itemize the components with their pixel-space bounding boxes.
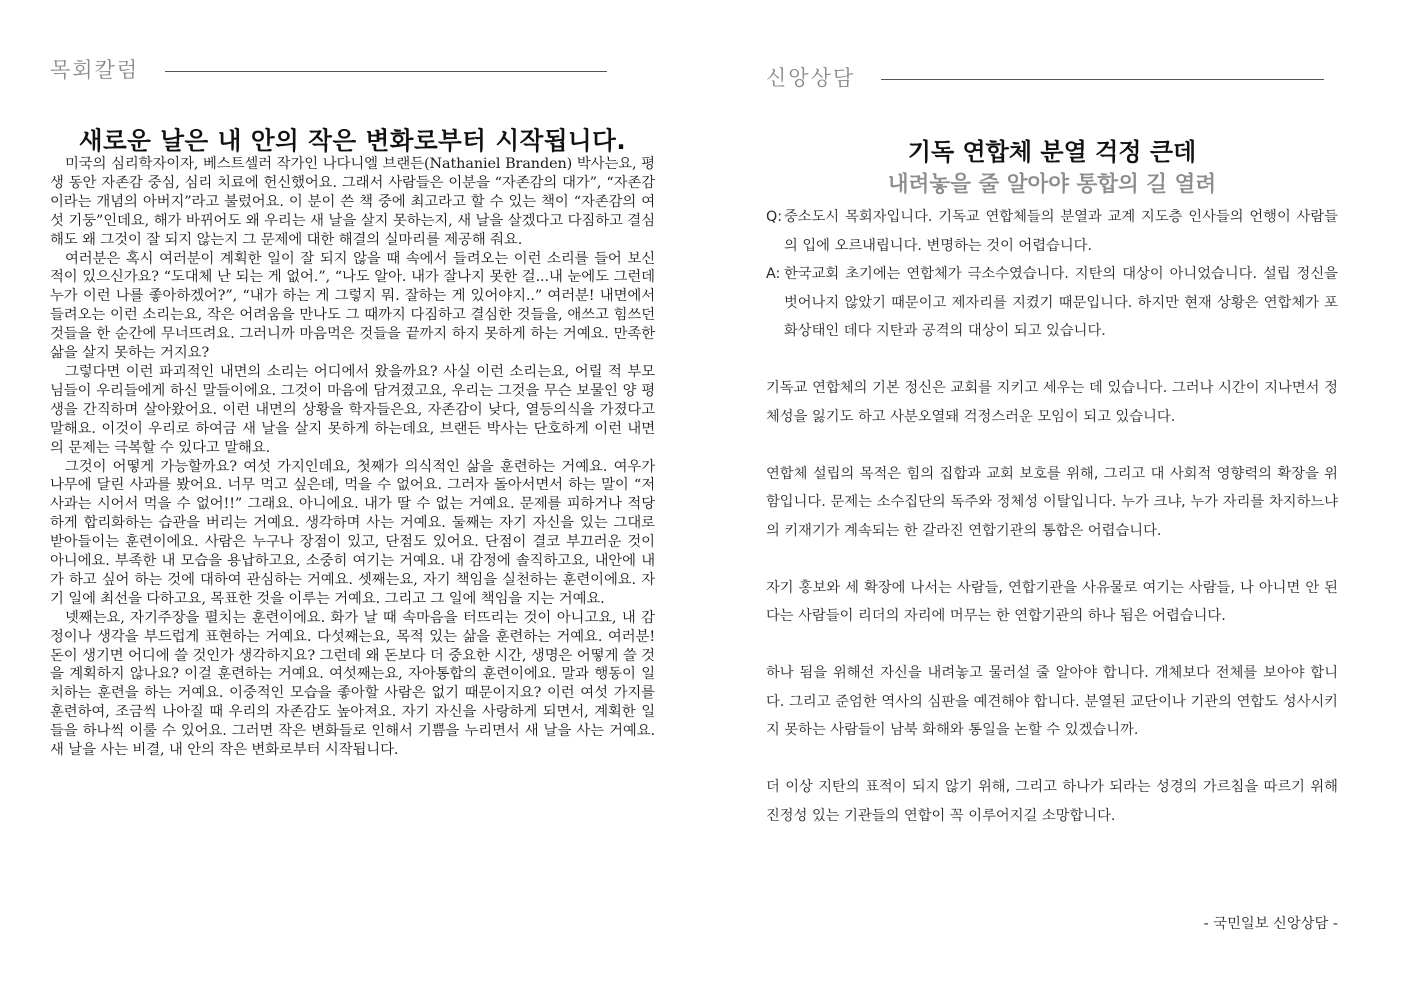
column-paragraph: 넷째는요, 자기주장을 펼치는 훈련이에요. 화가 날 때 속마음을 터뜨리는 것이 아니고요, 내 감정이나 생각을 부드럽게 표현하는 거예요. 다섯째는요, 목적 있는 삶을 훈련하는 거예요. 여러분! 돈이 생기면 어디에 쓸 것인가 생각하지요? 그런데 왜 돈보다 더 중요한 시간, 생명은 어떻게 쓸 것을 계획하지 않나요? 이걸 훈련하는 거예요. 여섯째는요, 자아통합의 훈련이에요. 말과 행동이 일치하는 훈련을 하는 거예요. 이중적인 모습을 좋아할 사람은 없기 때문이지요? 이런 여섯 가지를 훈련하여, 조금씩 나아질 때 우리의 자존감도 높아져요. 자기 자신을 사랑하게 되면서, 계획한 일들을 하나씩 이룰 수 있어요. 그러면 작은 변화들로 인해서 기쁨을 누리면서 새 날을 사는 거예요. 새 날을 사는 비결, 내 안의 작은 변화로부터 시작됩니다.	[50, 609, 655, 759]
counsel-paragraph: 자기 홍보와 세 확장에 나서는 사람들, 연합기관을 사유물로 여기는 사람들, 나 아니면 안 된다는 사람들이 리더의 자리에 머무는 한 연합기관의 하나 됨은 어렵습니다.	[766, 579, 1338, 624]
column-paragraph: 그것이 어떻게 가능할까요? 여섯 가지인데요, 첫째가 의식적인 삶을 훈련하는 거예요. 여우가 나무에 달린 사과를 봤어요. 너무 먹고 싶은데, 먹을 수 없어요. 그러자 돌아서면서 하는 말이 “저 사과는 시어서 먹을 수 없어!!” 그래요. 아니에요. 내가 딸 수 없는 거예요. 문제를 피하거나 적당하게 합리화하는 습관을 버리는 거예요. 생각하며 사는 거예요. 둘째는 자기 자신을 있는 그대로 받아들이는 훈련이에요. 사람은 누구나 장점이 있고, 단점도 있어요. 단점이 결코 부끄러운 것이 아니에요. 부족한 내 모습을 용납하고요, 소중히 여기는 거예요. 내 감정에 솔직하고요, 내안에 내가 하고 싶어 하는 것에 대하여 관심하는 거예요. 셋째는요, 자기 책임을 실천하는 훈련이에요. 자기 일에 최선을 다하고요, 목표한 것을 이루는 거예요. 그리고 그 일에 책임을 지는 거예요.	[50, 458, 655, 607]
section-header	[766, 62, 1338, 92]
answer	[766, 260, 1338, 346]
question-marker: Q:	[766, 209, 783, 225]
column-paragraph: 미국의 심리학자이자, 베스트셀러 작가인 나다니엘 브랜든(Nathaniel Branden) 박사는요, 평생 동안 자존감 중심, 심리 치료에 헌신했어요. 그래서 사람들은 이분을 “자존감의 대가”, “자존감이라는 개념의 아버지”라고 불렀어요. 이 분이 쓴 책 중에 최고라고 할 수 있는 책이 “자존감의 여섯 기둥”인데요, 해가 바뀌어도 왜 우리는 새 날을 살지 못하는지, 새 날을 살겠다고 다짐하고 결심해도 왜 그것이 잘 되지 않는지 그 문제에 대한 해결의 실마리를 제공해 줘요.	[50, 156, 655, 248]
column-page	[50, 0, 655, 992]
header-rule	[165, 71, 607, 72]
column-body	[50, 155, 655, 760]
section-header	[50, 54, 655, 84]
column-headline: 새로운 날은 내 안의 작은 변화로부터 시작됩니다.	[78, 126, 627, 156]
counsel-title: 기독 연합체 분열 걱정 큰데	[907, 138, 1197, 167]
signature: - 국민일보 신앙상담 -	[1203, 916, 1338, 932]
section-label: 신앙상담	[766, 66, 856, 90]
header-rule	[881, 79, 1324, 80]
question	[766, 203, 1338, 260]
answer-marker: A:	[766, 266, 781, 282]
counsel-paragraph: 하나 됨을 위해선 자신을 내려놓고 물러설 줄 알아야 합니다. 개체보다 전체를 보아야 합니다. 그리고 준엄한 역사의 심판을 예견해야 합니다. 분열된 교단이나 기관의 연합도 성사시키지 못하는 사람들이 남북 화해와 통일을 논할 수 있겠습니까.	[766, 665, 1338, 738]
counsel-paragraph: 기독교 연합체의 기본 정신은 교회를 지키고 세우는 데 있습니다. 그러나 시간이 지나면서 정체성을 잃기도 하고 사분오열돼 걱정스러운 모임이 되고 있습니다.	[766, 380, 1338, 425]
column-paragraph: 여러분은 혹시 여러분이 계획한 일이 잘 되지 않을 때 속에서 들려오는 이런 소리를 들어 보신 적이 있으신가요? “도대체 난 되는 게 없어.”, “나도 알아. 내가 잘나지 못한 걸...내 눈에도 그런데 누가 이런 나를 좋아하겠어?”, “내가 하는 게 그렇지 뭐. 잘하는 게 있어야지..” 여러분! 내면에서 들려오는 이런 소리는요, 작은 어려움을 만나도 그 때까지 다짐하고 결심한 것들을, 애쓰고 힘쓰던 것들을 한 순간에 무너뜨려요. 그러니까 마음먹은 것들을 끝까지 하지 못하게 하는 거예요. 만족한 삶을 살지 못하는 거지요?	[50, 250, 655, 362]
column-paragraph: 그렇다면 이런 파괴적인 내면의 소리는 어디에서 왔을까요? 사실 이런 소리는요, 어릴 적 부모님들이 우리들에게 하신 말들이에요. 그것이 마음에 담겨졌고요, 우리는 그것을 무슨 보물인 양 평생을 간직하며 살아왔어요. 이런 내면의 상황을 학자들은요, 자존감이 낮다, 열등의식을 가졌다고 말해요. 이것이 우리로 하여금 새 날을 살지 못하게 하는데요, 브랜든 박사는 단호하게 이런 내면의 문제는 극복할 수 있다고 말해요.	[50, 363, 655, 456]
counsel-paragraph: 더 이상 지탄의 표적이 되지 않기 위해, 그리고 하나가 되라는 성경의 가르침을 따르기 위해 진정성 있는 기관들의 연합이 꼭 이루어지길 소망합니다.	[766, 779, 1338, 824]
question-text: 중소도시 목회자입니다. 기독교 연합체들의 분열과 교계 지도층 인사들의 언행이 사람들의 입에 오르내립니다. 변명하는 것이 어렵습니다.	[784, 209, 1338, 254]
counsel-paragraph: 연합체 설립의 목적은 힘의 집합과 교회 보호를 위해, 그리고 대 사회적 영향력의 확장을 위함입니다. 문제는 소수집단의 독주와 정체성 이탈입니다. 누가 크냐, 누가 자리를 차지하느냐의 키재기가 계속되는 한 갈라진 연합기관의 통합은 어렵습니다.	[766, 465, 1338, 539]
answer-text: 한국교회 초기에는 연합체가 극소수였습니다. 지탄의 대상이 아니었습니다. 설립 정신을 벗어나지 않았기 때문이고 제자리를 지켰기 때문입니다. 하지만 현재 상황은 연합체가 포화상태인 데다 지탄과 공격의 대상이 되고 있습니다.	[784, 266, 1338, 339]
counsel-subtitle: 내려놓을 줄 알아야 통합의 길 열려	[887, 171, 1217, 197]
counsel-page	[766, 0, 1338, 992]
section-label: 목회칼럼	[50, 58, 140, 82]
qa-block	[766, 203, 1338, 346]
counsel-body	[766, 374, 1338, 859]
